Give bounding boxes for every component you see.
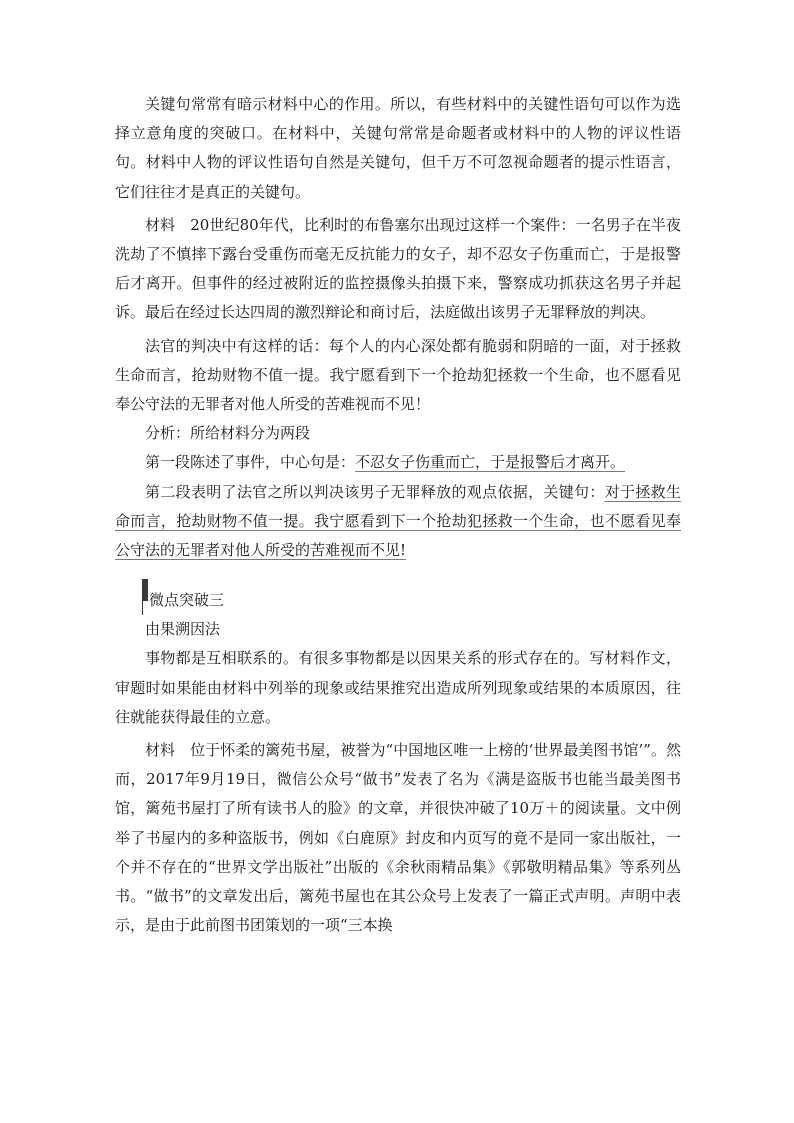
analysis-paragraph-2 [115,478,681,566]
analysis-paragraph-1 [115,448,681,477]
judge-quote-paragraph: 法官的判决中有这样的话：每个人的内心深处都有脆弱和阴暗的一面，对于拯救生命而言，抢劫财物不值一提。我宁愿看到下一个抢劫犯拯救一个生命，也不愿看见奉公守法的无罪者对他人所受的苦难视而不见！ [115,336,681,414]
analysis-intro: 分析：所给材料分为两段 [145,424,311,443]
analysis-1-prefix: 第一段陈述了事件，中心句是： [145,453,356,472]
material-paragraph-1: 材料 20世纪80年代，比利时的布鲁塞尔出现过这样一个案件：一名男子在半夜洗劫了不慎摔下露台受重伤而毫无反抗能力的女子，却不忍女子伤重而亡，于是报警后才离开。但事件的经过被附近的监控摄像头拍摄下来，警察成功抓获这名男子并起诉。最后在经过长达四周的激烈辩论和商讨后，法庭做出该男子无罪释放的判决。 [115,215,681,322]
analysis-2-key-sentence: 对于拯救生命而言，抢劫财物不值一提。我宁愿看到下一个抢劫犯拯救一个生命，也不愿看见奉公守法的无罪者对他人所受的苦难视而不见! [115,482,681,560]
section-subheading: 由果溯因法 [145,620,221,639]
document-page [115,90,681,940]
heading-marker-line [142,601,143,615]
section-material-paragraph: 材料 位于怀柔的篱苑书屋，被誉为“中国地区唯一上榜的‘世界最美图书馆’”。然而，2017年9月19日，微信公众号“做书”发表了名为《满是盗版书也能当最美图书馆，篱苑书屋打了所有读书人的脸》的文章，并很快冲破了10万＋的阅读量。文中例举了书屋内的多种盗版书，例如《白鹿原》封皮和内页写的竟不是同一家出版社，一个并不存在的“世界文学出版社”出版的《余秋雨精品集》《郭敬明精品集》等系列丛书。“做书”的文章发出后，篱苑书屋也在其公众号上发表了一篇正式声明。声明中表示，是由于此前图书团策划的一项“三本换 [115,741,681,935]
heading-marker-icon [142,579,148,601]
analysis-1-key-sentence: 不忍女子伤重而亡，于是报警后才离开。 [355,453,626,472]
intro-paragraph: 关键句常常有暗示材料中心的作用。所以，有些材料中的关键性语句可以作为选择立意角度的突破口。在材料中，关键句常常是命题者或材料中的人物的评议性语句。材料中人物的评议性语句自然是关键句，但千万不可忽视命题者的提示性语言，它们往往才是真正的关键句。 [115,95,681,201]
analysis-2-prefix: 第二段表明了法官之所以判决该男子无罪释放的观点依据，关键句： [145,482,605,501]
section-heading-text: 微点突破三 [149,591,225,610]
section-paragraph-1: 事物都是互相联系的。有很多事物都是以因果关系的形式存在的。写材料作文，审题时如果能由材料中列举的现象或结果推究出造成所列现象或结果的本质原因，往往就能获得最佳的立意。 [115,649,681,726]
section-heading [115,585,681,615]
